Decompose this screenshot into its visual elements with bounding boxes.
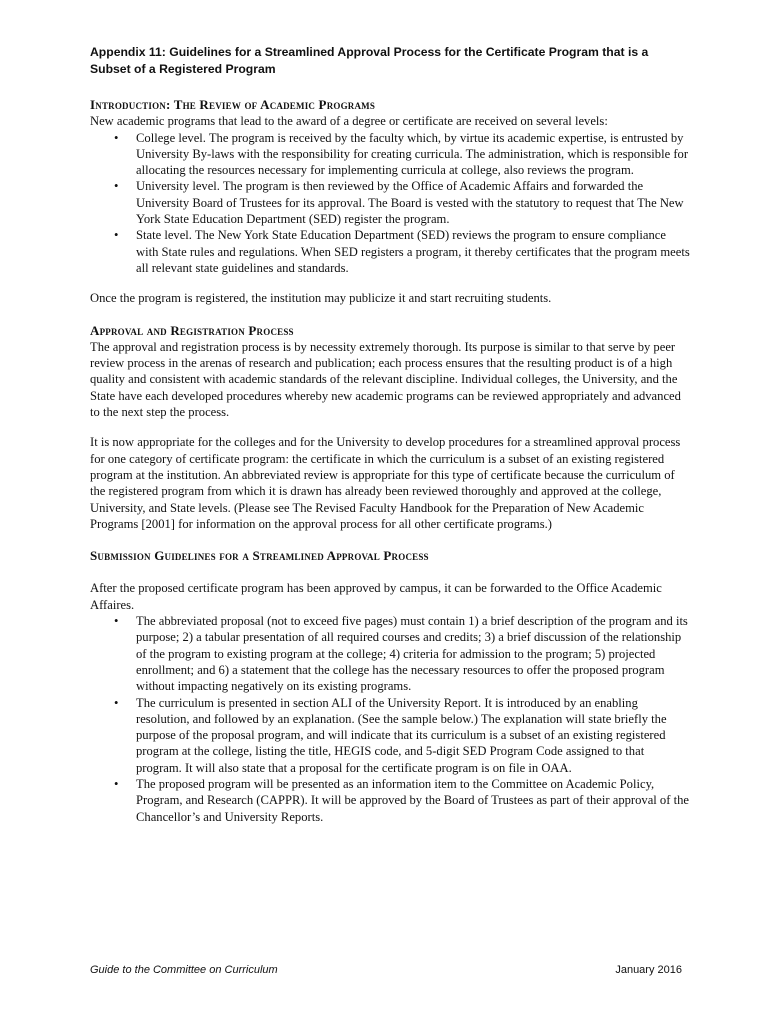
list-item <box>114 130 690 179</box>
list-item <box>114 178 690 227</box>
bullet-icon: • <box>114 776 119 791</box>
submission-lead: After the proposed certificate program has been approved by campus, it can be forwarded to the Office Academic Affaires. <box>90 581 662 612</box>
bullet-icon: • <box>114 228 119 243</box>
intro-closing: Once the program is registered, the institution may publicize it and start recruiting students. <box>90 291 552 306</box>
intro-bullet-list <box>90 130 690 277</box>
list-item <box>114 227 690 276</box>
footer-left: Guide to the Committee on Curriculum <box>90 964 278 976</box>
document-body <box>90 44 690 825</box>
list-item <box>114 613 690 694</box>
list-item <box>114 695 690 776</box>
intro-lead: New academic programs that lead to the award of a degree or certificate are received on several levels: <box>90 114 608 129</box>
list-item-text: College level. The program is received by the faculty which, by virtue its academic expertise, is entrusted by University By-laws with the responsibility for creating curricula. The administration, which is responsible for allocating the resources necessary for implementing curricula at college, also reviews the program. <box>136 130 689 178</box>
list-item <box>114 776 690 825</box>
footer-date: January 2016 <box>615 964 682 976</box>
submission-heading: Submission Guidelines for a Streamlined Approval Process <box>90 548 429 564</box>
bullet-icon: • <box>114 179 119 194</box>
bullet-icon: • <box>114 695 119 710</box>
bullet-icon: • <box>114 130 119 145</box>
approval-paragraph-1: The approval and registration process is by necessity extremely thorough. Its purpose is similar to that serve by peer review process in the arenas of research and publication; each process ensures that the resulting product is of a high quality and consistent with academic standards of the relevant discipline. Individual colleges, the University, and the State have each developed procedures whereby new academic programs can be reviewed appropriately and advanced to the next step the process. <box>90 339 681 420</box>
submission-bullet-list <box>90 613 690 825</box>
intro-heading: Introduction: The Review of Academic Programs <box>90 97 376 112</box>
list-item-text: The proposed program will be presented as an information item to the Committee on Academic Policy, Program, and Research (CAPPR). It will be approved by the Board of Trustees as part of their approval of the Chancellor’s and University Reports. <box>136 776 689 824</box>
list-item-text: The abbreviated proposal (not to exceed five pages) must contain 1) a brief description of the program and its purpose; 2) a tabular presentation of all required courses and credits; 3) a brief discussion of the relationship of the program to existing program at the college; 4) criteria for admission to the program; 5) projected enrollment; and 6) a statement that the college has the necessary resources to offer the proposed program without impacting negatively on its existing programs. <box>136 614 688 694</box>
list-item-text: State level. The New York State Education Department (SED) reviews the program to ensure compliance with State rules and regulations. When SED registers a program, it thereby certificates that the program meets all relevant state guidelines and standards. <box>136 228 690 275</box>
bullet-icon: • <box>114 614 119 629</box>
appendix-title: Appendix 11: Guidelines for a Streamlined Approval Process for the Certificate Program that is a Subset of a Registered Program <box>90 45 649 76</box>
list-item-text: University level. The program is then reviewed by the Office of Academic Affairs and forwarded the University Board of Trustees for its approval. The Board is vested with the statutory to request that The New York State Education Department (SED) register the program. <box>136 179 684 227</box>
list-item-text: The curriculum is presented in section ALI of the University Report. It is introduced by an enabling resolution, and followed by an explanation. (See the sample below.) The explanation will state briefly the purpose of the proposal program, and will indicate that its curriculum is a subset of an existing registered program at the college, listing the title, HEGIS code, and 5-digit SED Program Code assigned to that program. It will also state that a proposal for the certificate program is on file in OAA. <box>136 695 667 775</box>
approval-heading: Approval and Registration Process <box>90 322 294 338</box>
approval-paragraph-2: It is now appropriate for the colleges and for the University to develop procedures for a streamlined approval process for one category of certificate program: the certificate in which the curriculum is a subset of an existing registered program at the institution. An abbreviated review is appropriate for this type of certificate because the curriculum of the registered program from which it is drawn has already been reviewed thoroughly and approved at the college, University, and State levels. (Please see The Revised Faculty Handbook for the Preparation of New Academic Programs [2001] for information on the approval process for all other certificate programs.) <box>90 435 681 531</box>
